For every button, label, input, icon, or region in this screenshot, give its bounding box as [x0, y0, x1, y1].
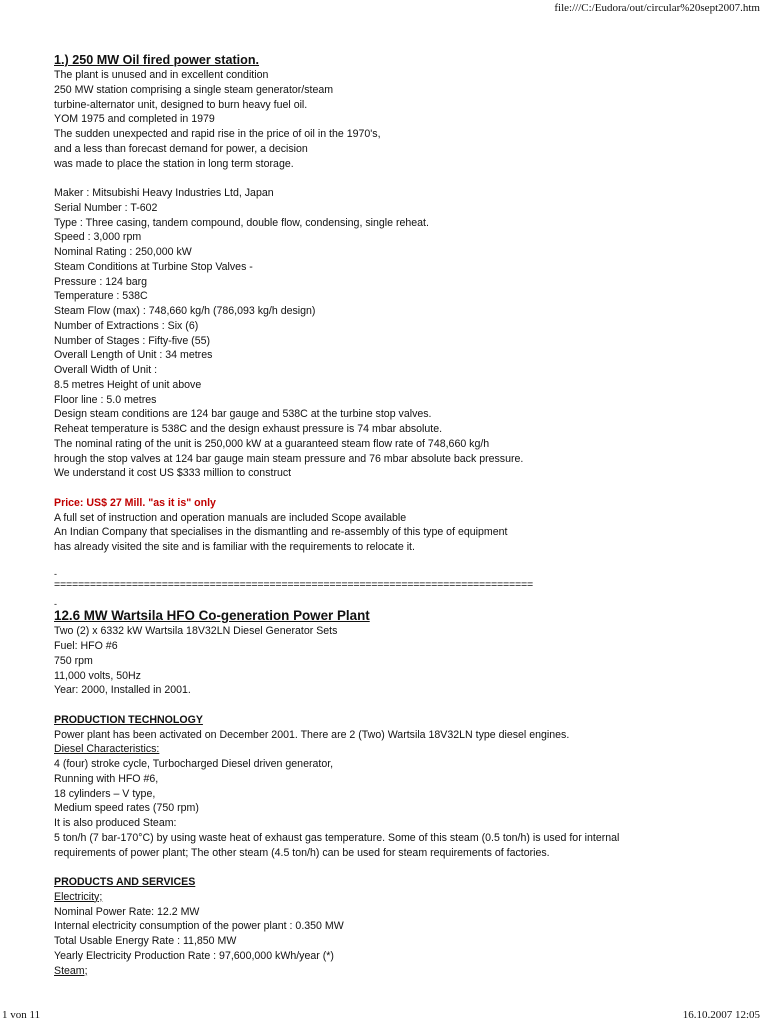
diesel-line: Medium speed rates (750 rpm) [54, 802, 199, 815]
section1-intro-line: The sudden unexpected and rapid rise in the price of oil in the 1970's, [54, 128, 381, 140]
diesel-line: requirements of power plant; The other steam (4.5 ton/h) can be used for steam requirements of factories. [54, 846, 550, 859]
spec-line: Overall Width of Unit : [54, 364, 158, 376]
products-heading: PRODUCTS AND SERVICES [54, 876, 196, 888]
electricity-line: Nominal Power Rate: 12.2 MW [54, 905, 200, 918]
diesel-line: It is also produced Steam: [54, 817, 177, 829]
separator-dash-bottom: - [54, 599, 57, 610]
print-header-url: file:///C:/Eudora/out/circular%20sept2007.htm [554, 2, 760, 14]
production-heading: PRODUCTION TECHNOLOGY [54, 713, 203, 726]
spec-line: hrough the stop valves at 124 bar gauge main steam pressure and 76 mbar absolute back pressure. [54, 452, 524, 465]
production-line: Power plant has been activated on December 2001. There are 2 (Two) Wartsila 18V32LN type diesel engines. [54, 728, 570, 741]
spec-line: Serial Number : T-602 [54, 201, 158, 214]
document-body [54, 53, 754, 978]
blank-line [54, 592, 754, 600]
spec-line: Number of Stages : Fifty-five (55) [54, 334, 211, 347]
spec-line: Maker : Mitsubishi Heavy Industries Ltd, Japan [54, 187, 274, 199]
section1-intro-line: The plant is unused and in excellent condition [54, 69, 269, 81]
electricity-line: Internal electricity consumption of the power plant : 0.350 MW [54, 920, 344, 933]
summary-line: 750 rpm [54, 654, 93, 667]
price-line: Price: US$ 27 Mill. "as it is" only [54, 496, 216, 509]
spec-line: Floor line : 5.0 metres [54, 393, 157, 406]
spec-line: Speed : 3,000 rpm [54, 231, 142, 244]
section1-intro-line: turbine-alternator unit, designed to burn heavy fuel oil. [54, 98, 308, 111]
spec-line: Steam Flow (max) : 748,660 kg/h (786,093 kg/h design) [54, 305, 316, 317]
electricity-line: Yearly Electricity Production Rate : 97,600,000 kWh/year (*) [54, 949, 334, 962]
blank-line [54, 171, 754, 186]
blank-line [54, 860, 754, 875]
diesel-line: 4 (four) stroke cycle, Turbocharged Diesel driven generator, [54, 758, 334, 770]
blank-line [54, 555, 754, 570]
spec-line: Temperature : 538C [54, 290, 148, 303]
diesel-line: Running with HFO #6, [54, 772, 159, 785]
diesel-line: 18 cylinders – V type, [54, 787, 156, 800]
steam-heading: Steam; [54, 964, 88, 977]
spec-line: Type : Three casing, tandem compound, double flow, condensing, single reheat. [54, 216, 429, 229]
section1-intro-line: and a less than forecast demand for power, a decision [54, 142, 308, 155]
spec-line: 8.5 metres Height of unit above [54, 378, 202, 391]
separator-rule: ================================================================================ [54, 578, 533, 591]
electricity-line: Total Usable Energy Rate : 11,850 MW [54, 935, 237, 947]
blank-line [54, 481, 754, 496]
diesel-heading: Diesel Characteristics: [54, 743, 160, 756]
separator-dash-top: - [54, 568, 57, 579]
note-line: An Indian Company that specialises in the dismantling and re-assembly of this type of equipment [54, 526, 508, 539]
note-line: A full set of instruction and operation manuals are included Scope available [54, 511, 407, 524]
electricity-heading: Electricity; [54, 890, 103, 903]
section1-title-suffix: . [255, 53, 260, 67]
blank-line [54, 698, 754, 713]
spec-line: Reheat temperature is 538C and the design exhaust pressure is 74 mbar absolute. [54, 423, 443, 435]
summary-line: Fuel: HFO #6 [54, 640, 118, 652]
section1-title [54, 53, 754, 68]
spec-line: Number of Extractions : Six (6) [54, 319, 199, 332]
spec-line: Nominal Rating : 250,000 kW [54, 246, 192, 258]
summary-line: 11,000 volts, 50Hz [54, 669, 141, 682]
section1-intro-line: 250 MW station comprising a single steam generator/steam [54, 83, 334, 96]
spec-line: Steam Conditions at Turbine Stop Valves - [54, 260, 253, 273]
spec-line: The nominal rating of the unit is 250,000 kW at a guaranteed steam flow rate of 748,660 kg/h [54, 437, 490, 450]
spec-line: Overall Length of Unit : 34 metres [54, 349, 213, 362]
spec-line: Design steam conditions are 124 bar gauge and 538C at the turbine stop valves. [54, 408, 432, 421]
spec-line: We understand it cost US $333 million to construct [54, 467, 292, 480]
diesel-line: 5 ton/h (7 bar-170°C) by using waste heat of exhaust gas temperature. Some of this steam (0.5 ton/h) is used for internal [54, 831, 620, 844]
section1-intro-line: was made to place the station in long term storage. [54, 157, 294, 170]
section2-title: 12.6 MW Wartsila HFO Co-generation Power Plant [54, 608, 370, 624]
summary-line: Two (2) x 6332 kW Wartsila 18V32LN Diesel Generator Sets [54, 625, 338, 638]
section1-intro-line: YOM 1975 and completed in 1979 [54, 113, 215, 126]
note-line: has already visited the site and is familiar with the requirements to relocate it. [54, 541, 415, 553]
print-footer-datetime: 16.10.2007 12:05 [682, 1009, 760, 1021]
summary-line: Year: 2000, Installed in 2001. [54, 684, 191, 697]
section1-title-text: 1.) 250 MW Oil fired power station [54, 53, 256, 67]
spec-line: Pressure : 124 barg [54, 275, 148, 288]
print-footer-page: 1 von 11 [2, 1009, 41, 1021]
